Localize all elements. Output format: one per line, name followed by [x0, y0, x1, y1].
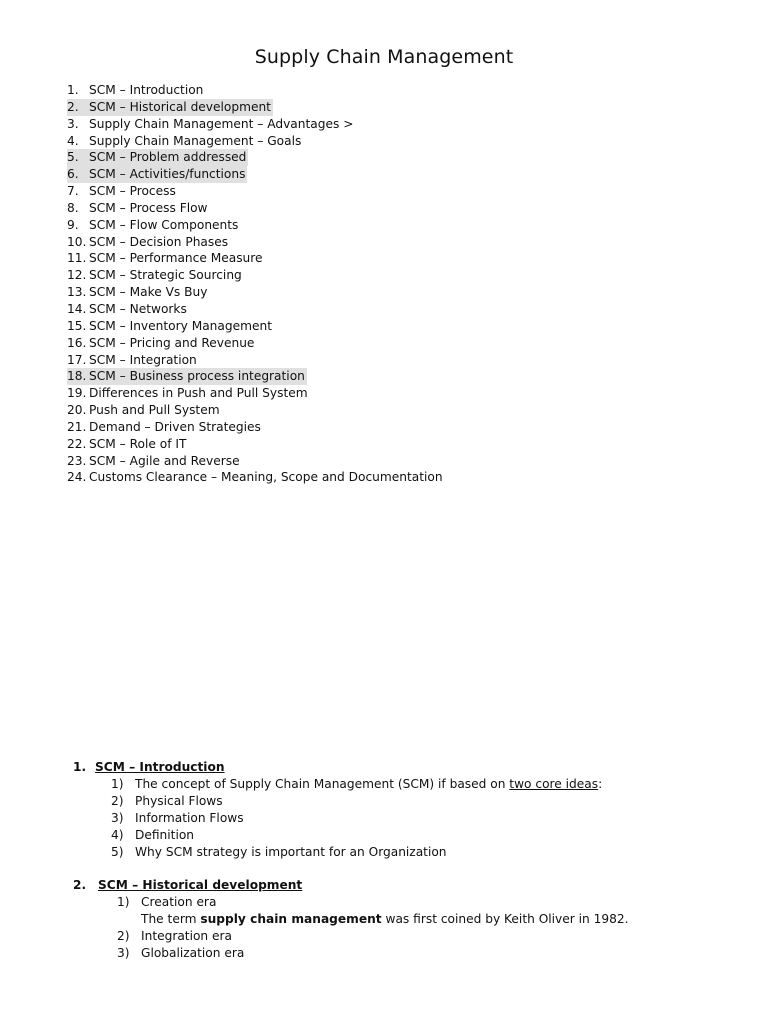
toc-item-label: SCM – Flow Components [89, 217, 239, 232]
toc-item-number: 21. [67, 419, 87, 434]
toc-item-label: SCM – Decision Phases [89, 234, 229, 249]
toc-item [67, 234, 445, 251]
toc-item-content [67, 453, 242, 470]
toc-item-label: SCM – Process [89, 184, 176, 199]
toc-item [67, 469, 445, 486]
toc-item-content [67, 385, 310, 402]
section-heading [0, 877, 768, 894]
toc-item [67, 116, 445, 133]
toc-item-label: SCM – Performance Measure [89, 251, 263, 266]
toc-item [67, 368, 445, 385]
toc-item-label: SCM – Networks [89, 301, 187, 316]
toc-item [67, 217, 445, 234]
list-item-detail: The term supply chain management was first coined by Keith Oliver in 1982. [141, 911, 629, 926]
toc-item-content [67, 250, 265, 267]
toc-item-label: SCM – Agile and Reverse [89, 453, 240, 468]
toc-item-content [67, 183, 178, 200]
toc-item-number: 6. [67, 167, 79, 182]
toc-item-number: 14. [67, 301, 87, 316]
toc-item-number: 18. [67, 369, 87, 384]
toc-item [67, 82, 445, 99]
toc-item [67, 250, 445, 267]
toc-item-content [67, 217, 240, 234]
toc-item-number: 19. [67, 386, 87, 401]
toc-item-label: SCM – Problem addressed [89, 150, 247, 165]
toc-item-label: Demand – Driven Strategies [89, 419, 261, 434]
toc-item-number: 1. [67, 83, 79, 97]
toc-item [67, 419, 445, 436]
toc-item-number: 17. [67, 352, 87, 367]
toc-item-number: 15. [67, 318, 87, 333]
section-historical-development [0, 877, 768, 962]
toc-item-label: SCM – Process Flow [89, 200, 208, 215]
list-item: 1) Creation era [117, 895, 217, 909]
toc-item-content [67, 234, 230, 251]
toc-item [67, 200, 445, 217]
toc-item-number: 24. [67, 470, 87, 485]
section-heading [0, 759, 768, 776]
list-item: 5) Why SCM strategy is important for an Organization [111, 844, 447, 859]
toc-item-content [67, 301, 189, 318]
toc-item-label: SCM – Strategic Sourcing [89, 268, 242, 283]
toc-item [67, 385, 445, 402]
toc-item [67, 133, 445, 150]
section-items [0, 894, 768, 962]
toc-item-number: 7. [67, 184, 79, 199]
section-title: SCM – Introduction [95, 760, 225, 774]
toc-item [67, 99, 445, 116]
toc-item-content [67, 133, 303, 150]
toc-item-content [67, 368, 307, 385]
toc-item-content [67, 436, 188, 453]
list-item: 4) Definition [111, 827, 195, 842]
toc-item-content [67, 267, 244, 284]
toc-item-label: SCM – Business process integration [89, 369, 305, 384]
toc-item [67, 183, 445, 200]
toc-item-number: 9. [67, 217, 79, 232]
toc-item-content [67, 116, 355, 133]
toc-item-content [67, 82, 205, 99]
toc-item-label: Push and Pull System [89, 403, 220, 418]
section-items [0, 776, 768, 860]
toc-item-number: 16. [67, 335, 87, 350]
toc-item-label: Customs Clearance – Meaning, Scope and Documentation [89, 470, 443, 485]
section-title: SCM – Historical development [98, 878, 303, 892]
toc-item-label: Supply Chain Management – Advantages > [89, 116, 354, 131]
list-item: 3) Information Flows [111, 810, 244, 825]
toc-item-label: Supply Chain Management – Goals [89, 133, 302, 148]
toc-item-content [67, 352, 199, 369]
list-item: 2) Physical Flows [111, 793, 223, 808]
table-of-contents [67, 82, 445, 486]
toc-item [67, 267, 445, 284]
toc-item-number: 3. [67, 116, 79, 131]
section-number: 1. [73, 760, 87, 774]
section-introduction [0, 759, 768, 860]
toc-item-content [67, 200, 210, 217]
document-title: Supply Chain Management [254, 46, 514, 68]
toc-item [67, 166, 445, 183]
toc-item-label: SCM – Historical development [89, 99, 271, 114]
toc-item-content [67, 149, 248, 166]
toc-item [67, 335, 445, 352]
toc-item-content [67, 166, 247, 183]
toc-item [67, 453, 445, 470]
toc-item-number: 22. [67, 436, 87, 451]
toc-item-number: 23. [67, 453, 87, 468]
toc-item [67, 301, 445, 318]
toc-item-label: SCM – Make Vs Buy [89, 285, 208, 300]
toc-item-number: 20. [67, 403, 87, 418]
toc-item-label: SCM – Role of IT [89, 436, 187, 451]
toc-item-label: SCM – Inventory Management [89, 318, 272, 333]
list-item: 2) Integration era [117, 928, 233, 943]
toc-item-content [67, 284, 209, 301]
toc-item-content [67, 99, 273, 116]
toc-item-number: 12. [67, 268, 87, 283]
toc-item-content [67, 419, 263, 436]
toc-item-content [67, 335, 256, 352]
toc-item-content [67, 402, 222, 419]
list-item: 3) Globalization era [117, 945, 245, 960]
toc-item [67, 318, 445, 335]
toc-item-label: SCM – Integration [89, 352, 197, 367]
toc-item [67, 149, 445, 166]
toc-item-label: SCM – Activities/functions [89, 167, 246, 182]
section-number: 2. [73, 878, 87, 892]
toc-item [67, 352, 445, 369]
toc-item-content [67, 469, 445, 486]
toc-item-number: 4. [67, 133, 79, 148]
list-item: 1) The concept of Supply Chain Management (SCM) if based on two core ideas: [111, 777, 603, 791]
toc-item-number: 2. [67, 99, 79, 114]
toc-item-label: SCM – Pricing and Revenue [89, 335, 255, 350]
toc-item-label: Differences in Push and Pull System [89, 386, 308, 401]
toc-item-label: SCM – Introduction [89, 83, 204, 97]
toc-item-number: 11. [67, 251, 87, 266]
toc-item-content [67, 318, 274, 335]
toc-item [67, 402, 445, 419]
toc-item [67, 284, 445, 301]
toc-item-number: 13. [67, 285, 87, 300]
toc-item-number: 5. [67, 150, 79, 165]
toc-item-number: 8. [67, 200, 79, 215]
toc-item-number: 10. [67, 234, 87, 249]
toc-item [67, 436, 445, 453]
